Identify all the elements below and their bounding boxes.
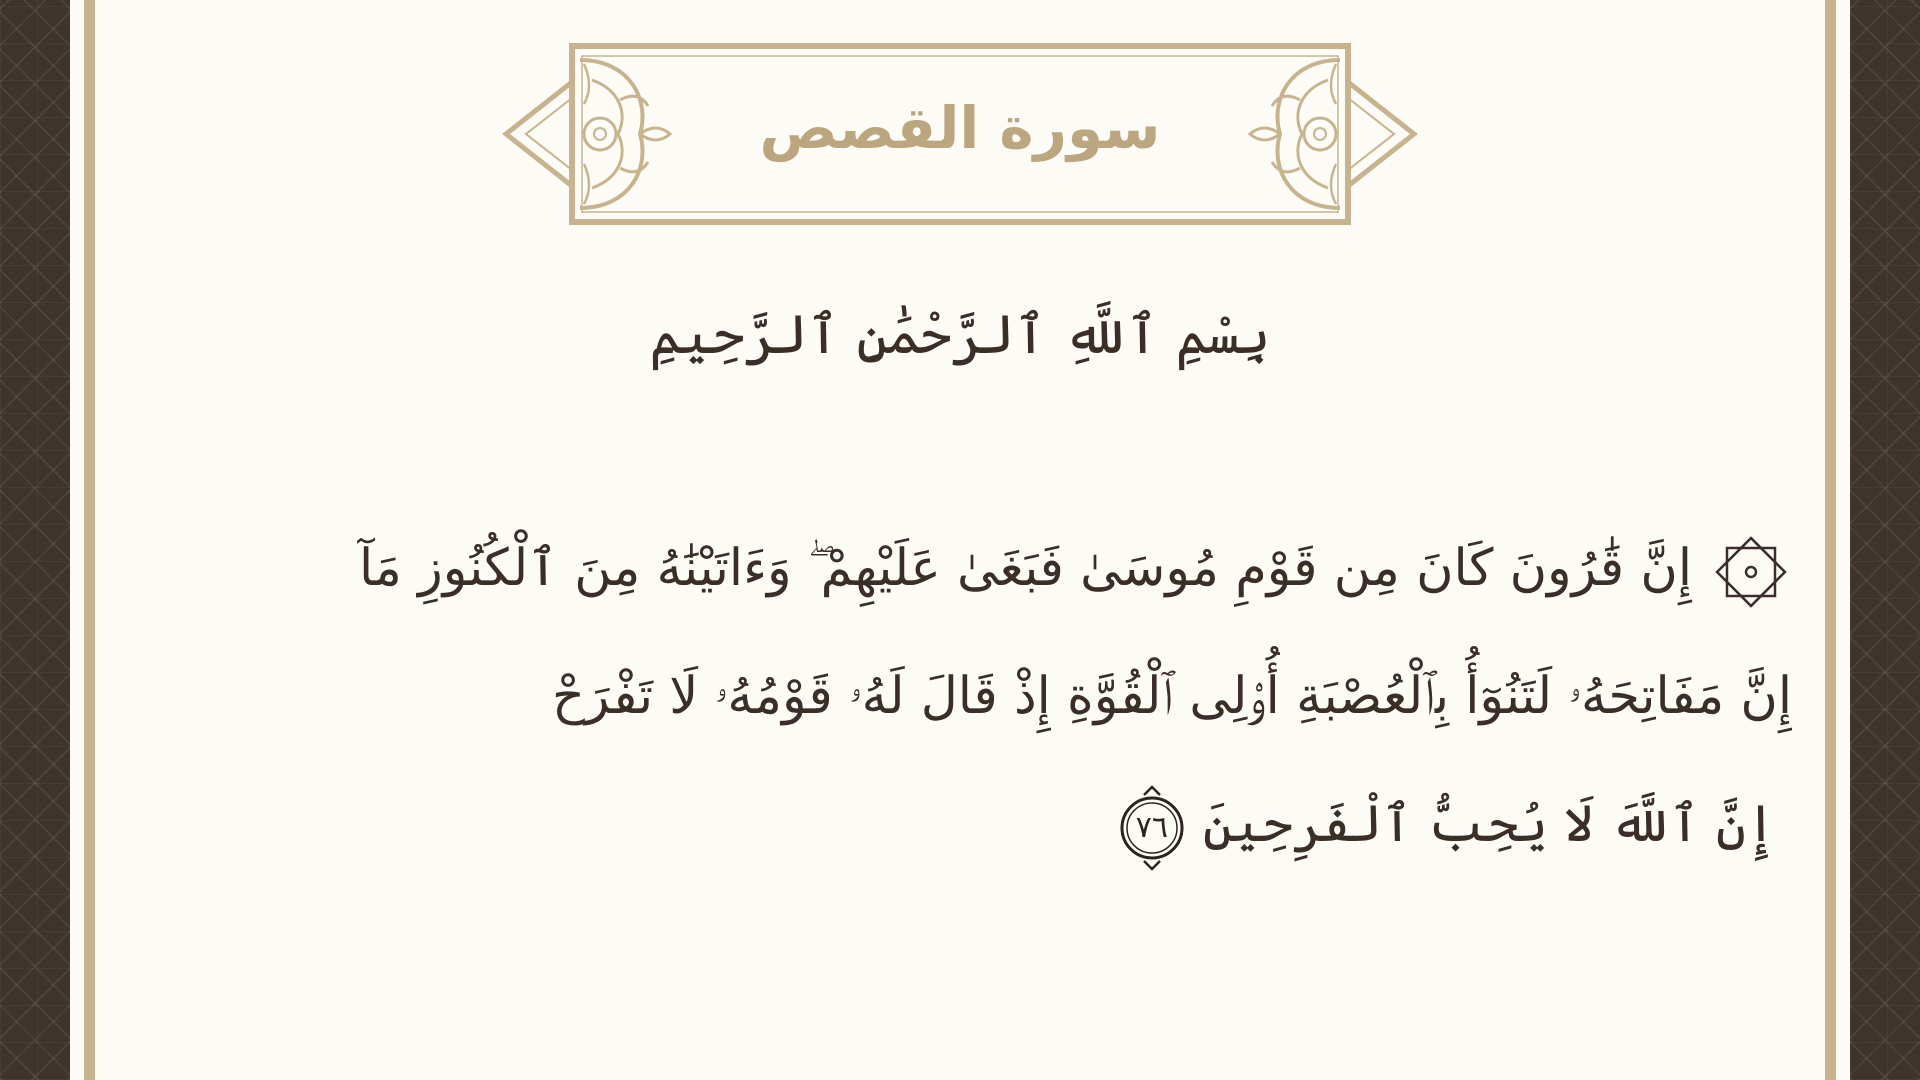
surah-title: سورة القصص [759,94,1161,162]
left-pattern-border [0,0,70,1080]
ayah-number: ٧٦ [1135,810,1169,845]
right-pattern-border [1850,0,1920,1080]
verse-line-2: إِنَّ مَفَاتِحَهُۥ لَتَنُوٓأُ بِٱلْعُصْبَةِ أُو۟لِى ٱلْقُوَّةِ إِذْ قَالَ لَهُۥ قَوْمُهُۥ لَا تَفْرَحْ [552,667,1792,726]
basmala: بِسْمِ ٱللَّهِ ٱلرَّحْمَٰنِ ٱلرَّحِيمِ [649,303,1271,366]
rub-el-hizb-icon [1710,531,1792,613]
verse-line-1 [105,505,1792,633]
verse-line-3 [105,761,1792,889]
ayah-end-marker [1117,783,1187,873]
verse-line-3-text: ۖ إِنَّ ٱللَّهَ لَا يُحِبُّ ٱلْفَرِحِينَ [1202,795,1792,854]
verse-text [105,505,1792,889]
right-gold-rule [1825,0,1836,1080]
surah-title-cartouche [500,40,1420,230]
left-gold-rule [84,0,95,1080]
verse-line-1-text: إِنَّ قَٰرُونَ كَانَ مِن قَوْمِ مُوسَىٰ فَبَغَىٰ عَلَيْهِمْ ۖ وَءَاتَيْنَٰهُ مِنَ ٱلْكُنُوزِ مَآ [359,539,1692,598]
